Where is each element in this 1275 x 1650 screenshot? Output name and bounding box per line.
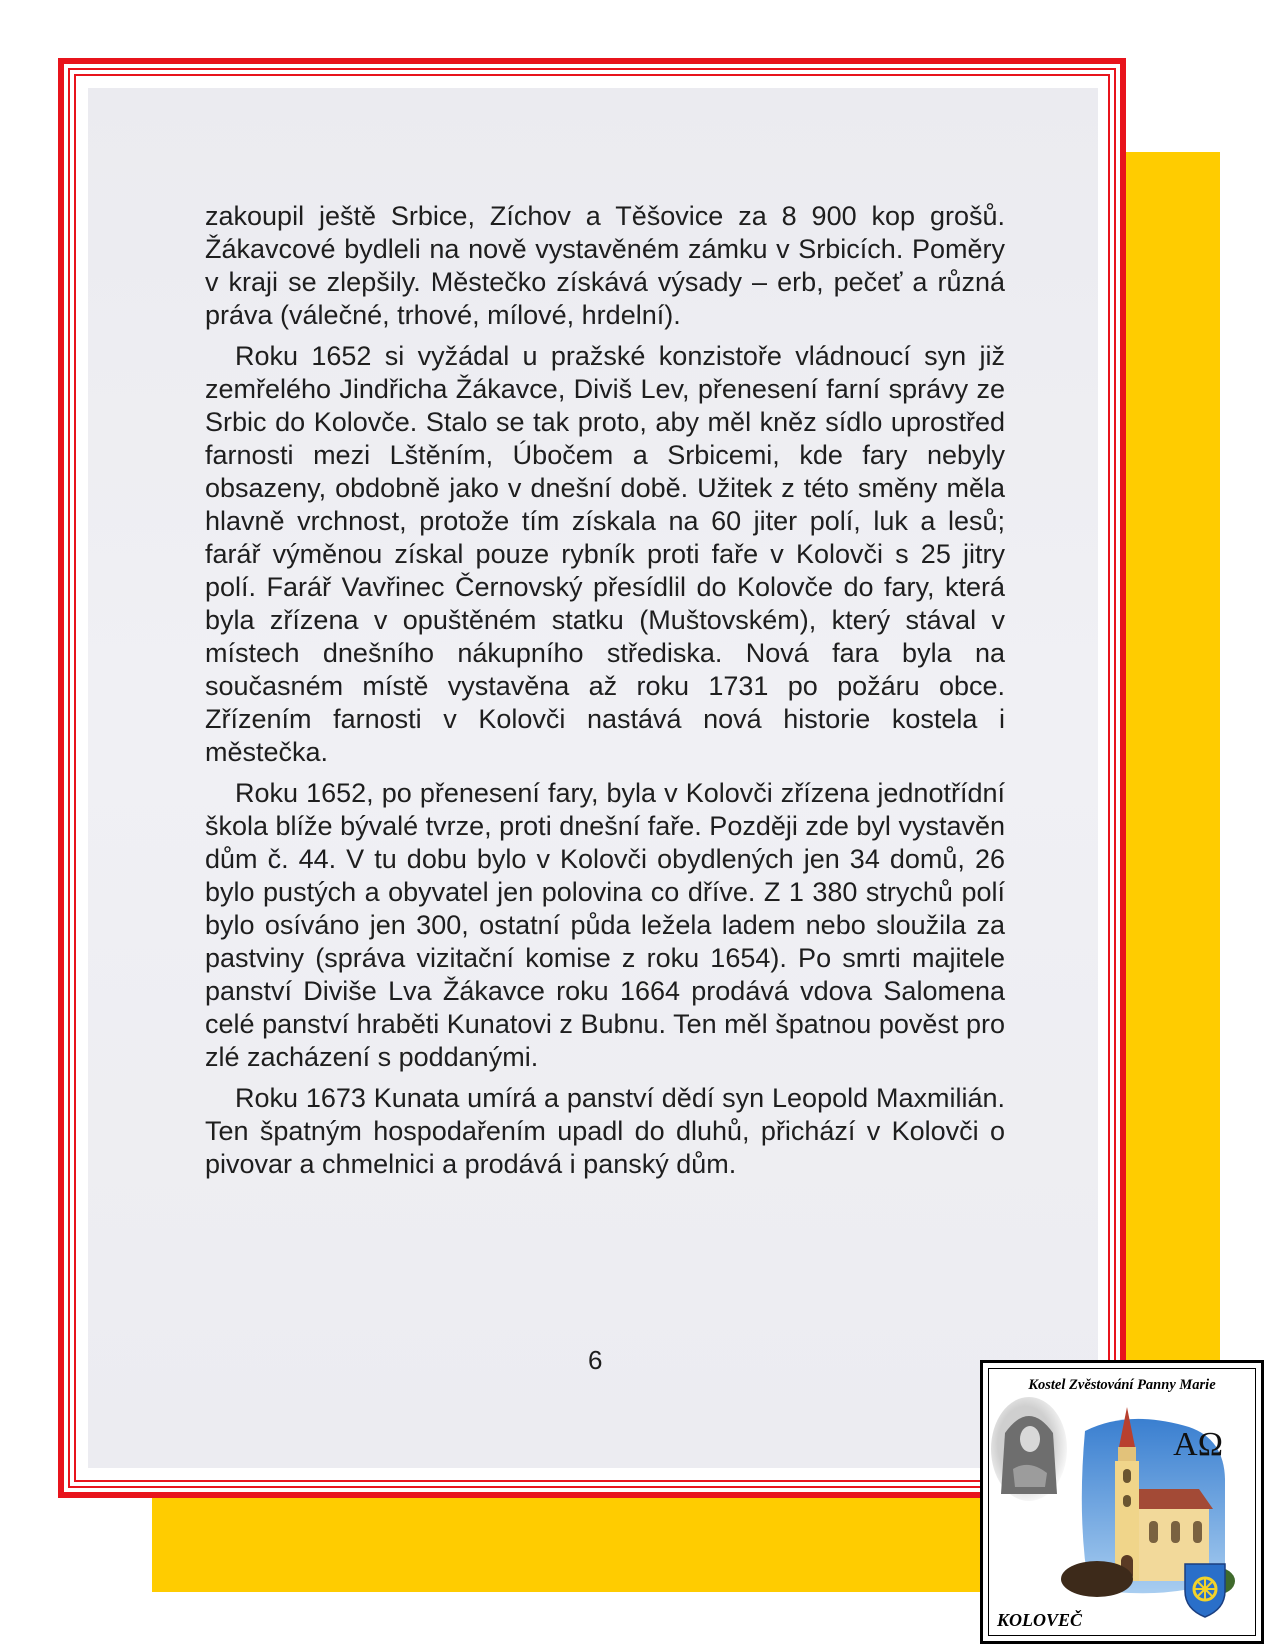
badge-title: Kostel Zvěstování Panny Marie bbox=[1028, 1377, 1216, 1393]
church-illustration bbox=[989, 1369, 1256, 1636]
paragraph-3: Roku 1652, po přenesení fary, byla v Kolovči zřízena jednotřídní škola blíže bývalé tvrze, proti dnešní faře. Později zde byl vystavěn dům č. 44. V tu dobu bylo v Kolovči obydlených jen 34 domů, 26 bylo pustých a obyvatel jen polovina co dříve. Z 1 380 strychů polí bylo osíváno jen 300, ostatní půda ležela ladem nebo sloužila za pastviny (správa vizitační komise z roku 1654). Po smrti majitele panství Diviše Lva Žákavce roku 1664 prodává vdova Salomena celé panství hraběti Kunatovi z Bubnu. Ten měl špatnou pověst pro zlé zacházení s poddanými. bbox=[205, 778, 1005, 1072]
madonna-image bbox=[991, 1397, 1067, 1501]
coat-of-arms-icon bbox=[1185, 1564, 1225, 1617]
paragraph-1: zakoupil ještě Srbice, Zíchov a Těšovice za 8 900 kop grošů. Žákavcové bydleli na nově vystavěném zámku v Srbicích. Poměry v kraji se zlepšily. Městečko získává výsady – erb, pečeť a různá práva (válečné, trhové, mílové, hrdelní). bbox=[205, 201, 1005, 330]
alpha-omega-symbol: AΩ bbox=[1173, 1426, 1223, 1463]
paragraph-4: Roku 1673 Kunata umírá a panství dědí syn Leopold Maxmilián. Ten špatným hospodařením upadl do dluhů, přichází v Kolovči o pivovar a chmelnici a prodává i panský dům. bbox=[205, 1083, 1005, 1179]
document-text bbox=[205, 200, 1005, 1189]
paragraph-2: Roku 1652 si vyžádal u pražské konzistoře vládnoucí syn již zemřelého Jindřicha Žákavce, Diviš Lev, přenesení farní správy ze Srbic do Kolovče. Stalo se tak proto, aby měl kněz sídlo uprostřed farnosti mezi Lštěním, Úbočem a Srbicemi, kde fary nebyly obsazeny, obdobně jako v dnešní době. Užitek z této směny měla hlavně vrchnost, protože tím získala na 60 jiter polí, luk a lesů; farář výměnou získal pouze rybník proti faře v Kolovči s 25 jitry polí. Farář Vavřinec Černovský přesídlil do Kolovče do fary, která byla zřízena v opuštěném statku (Muštovském), který stával v místech dnešního nákupního střediska. Nová fara byla na současném místě vystavěna až roku 1731 po požáru obce. Zřízením farnosti v Kolovči nastává nová historie kostela i městečka. bbox=[205, 341, 1005, 767]
page-number: 6 bbox=[588, 1345, 603, 1375]
badge-town-name: KOLOVEČ bbox=[997, 1610, 1083, 1630]
church-badge bbox=[980, 1360, 1264, 1644]
